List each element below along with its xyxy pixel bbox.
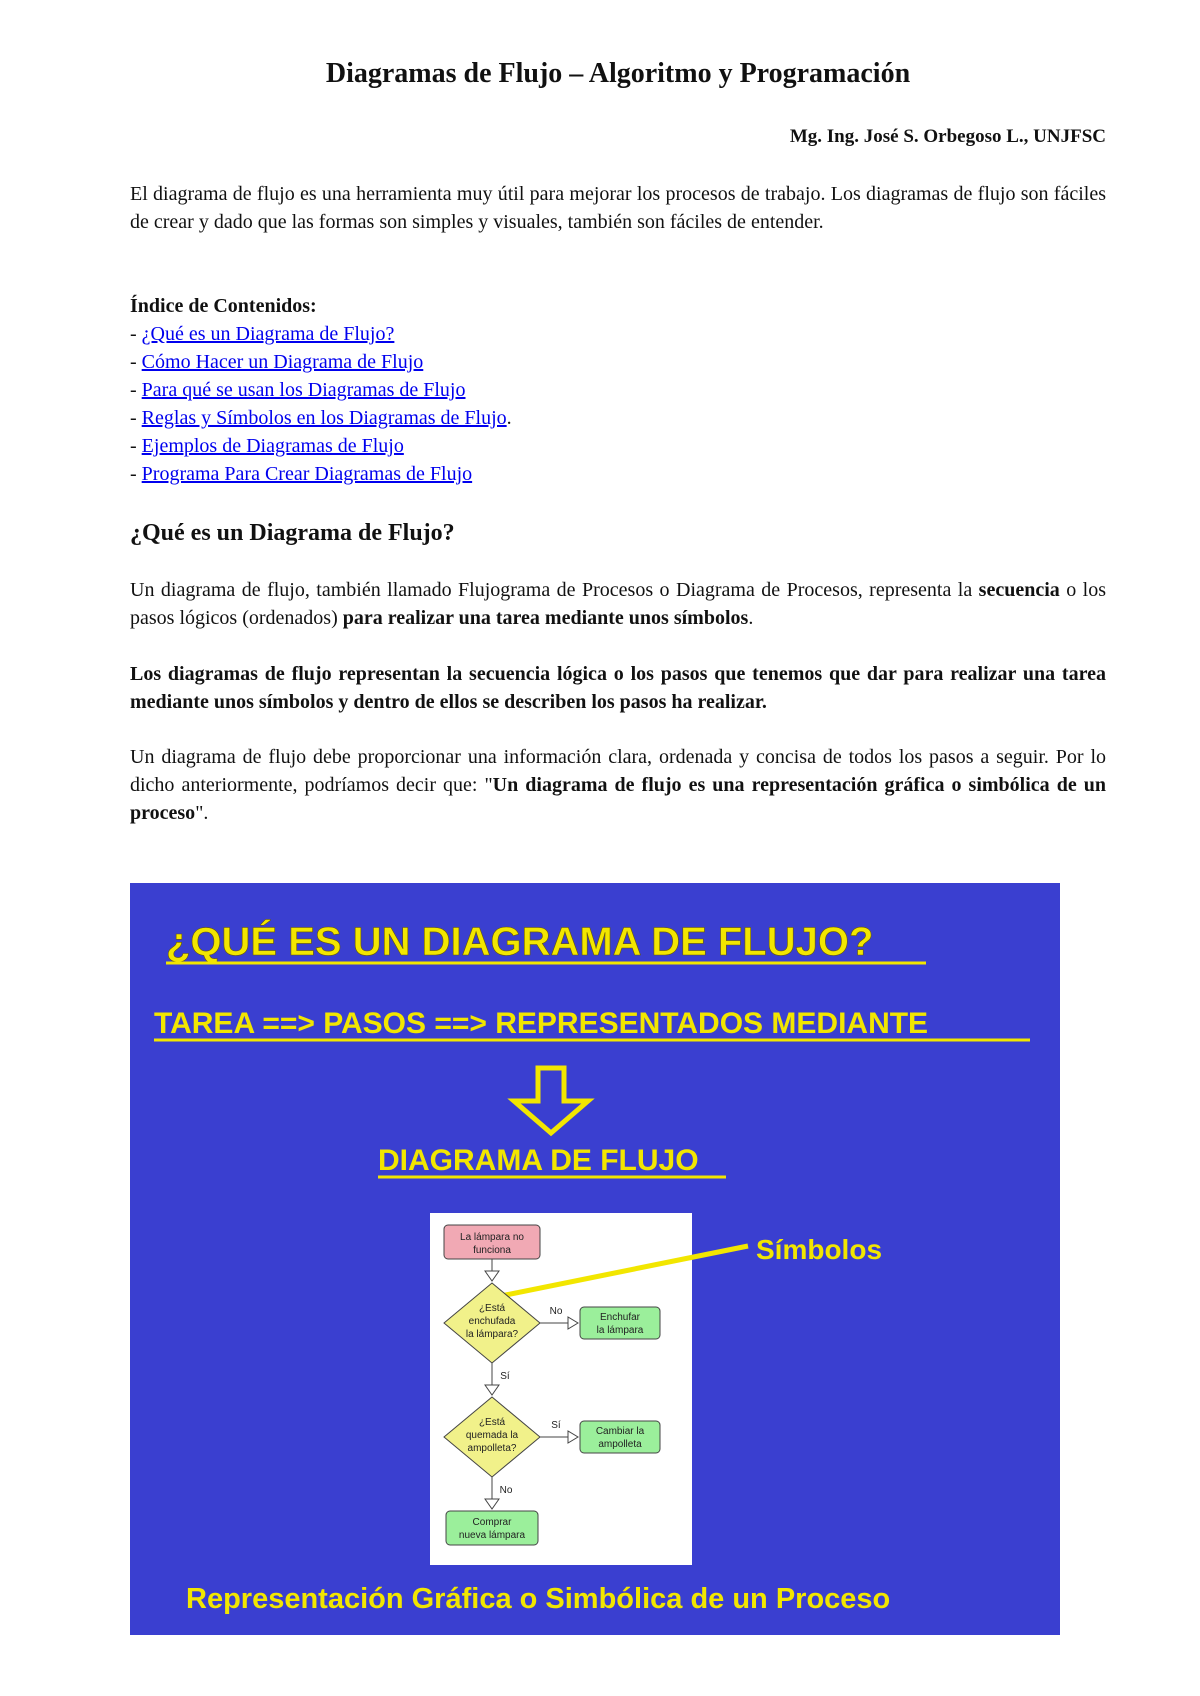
decision-label: ¿Está xyxy=(478,1303,506,1314)
summary-paragraph: Un diagrama de flujo debe proporcionar una información clara, ordenada y concisa de todos los pasos a seguir. Por lo dicho anteriormente, podríamos decir que: "Un diagrama de flujo es una representación gráfica o simbólica de un proceso". xyxy=(130,746,1106,824)
figure-footer: Representación Gráfica o Simbólica de un Proceso xyxy=(186,1583,891,1615)
toc-link-para-que[interactable]: Para qué se usan los Diagramas de Flujo xyxy=(141,379,466,401)
flowchart-figure xyxy=(130,883,1060,1635)
toc-link-que-es[interactable]: ¿Qué es un Diagrama de Flujo? xyxy=(141,323,395,345)
toc-item: - Ejemplos de Diagramas de Flujo xyxy=(130,435,404,457)
toc-link-como-hacer[interactable]: Cómo Hacer un Diagrama de Flujo xyxy=(141,351,424,373)
toc-link-reglas-simbolos[interactable]: Reglas y Símbolos en los Diagramas de Flujo xyxy=(141,407,507,429)
toc-item: - Cómo Hacer un Diagrama de Flujo xyxy=(130,351,424,373)
action-box-label: Cambiar la xyxy=(595,1426,645,1437)
start-box-label: funciona xyxy=(473,1245,511,1256)
toc-link-ejemplos[interactable]: Ejemplos de Diagramas de Flujo xyxy=(141,435,404,457)
toc-item: - ¿Qué es un Diagrama de Flujo? xyxy=(130,323,395,345)
symbols-label: Símbolos xyxy=(756,1234,883,1265)
decision-label: quemada la xyxy=(465,1430,519,1441)
action-box-label: la lámpara xyxy=(596,1325,644,1336)
start-box-label: La lámpara no xyxy=(460,1232,524,1243)
decision-label: ampolleta? xyxy=(467,1443,517,1454)
branch-label-si: Sí xyxy=(500,1371,510,1382)
figure-line3: DIAGRAMA DE FLUJO xyxy=(378,1144,699,1177)
branch-label-no: No xyxy=(499,1485,513,1496)
branch-label-no: No xyxy=(549,1306,563,1317)
table-of-contents xyxy=(130,292,1106,488)
action-box-label: Enchufar xyxy=(599,1312,641,1323)
toc-item: - Programa Para Crear Diagramas de Flujo xyxy=(130,463,473,485)
end-box-label: Comprar xyxy=(472,1517,512,1528)
decision-label: la lámpara? xyxy=(465,1329,519,1340)
figure-heading: ¿QUÉ ES UN DIAGRAMA DE FLUJO? xyxy=(166,920,874,964)
action-box-label: ampolleta xyxy=(598,1439,642,1450)
decision-label: enchufada xyxy=(468,1316,516,1327)
section-heading: ¿Qué es un Diagrama de Flujo? xyxy=(130,520,455,546)
toc-link-programa[interactable]: Programa Para Crear Diagramas de Flujo xyxy=(141,463,473,485)
toc-title: Índice de Contenidos: xyxy=(130,295,317,317)
toc-item: - Para qué se usan los Diagramas de Flujo xyxy=(130,379,466,401)
author-line: Mg. Ing. José S. Orbegoso L., UNJFSC xyxy=(789,126,1106,147)
end-box-label: nueva lámpara xyxy=(458,1530,526,1541)
intro-paragraph: El diagrama de flujo es una herramienta muy útil para mejorar los procesos de trabajo. Los diagramas de flujo son fáciles de crear y dado que las formas son simples y visuales, también son fáciles de entender. xyxy=(130,183,1106,233)
decision-label: ¿Está xyxy=(478,1417,506,1428)
figure-line2: TAREA ==> PASOS ==> REPRESENTADOS MEDIANTE xyxy=(154,1007,929,1040)
down-arrow-icon xyxy=(514,1068,588,1133)
toc-item: - Reglas y Símbolos en los Diagramas de Flujo. xyxy=(130,407,512,429)
branch-label-si: Sí xyxy=(551,1420,561,1431)
page-title: Diagramas de Flujo – Algoritmo y Programación xyxy=(325,58,911,89)
definition-paragraph: Un diagrama de flujo, también llamado Flujograma de Procesos o Diagrama de Procesos, representa la secuencia o los pasos lógicos (ordenados) para realizar una tarea mediante unos símbolos. xyxy=(130,579,1106,629)
bold-paragraph: Los diagramas de flujo representan la secuencia lógica o los pasos que tenemos que dar para realizar una tarea mediante unos símbolos y dentro de ellos se describen los pasos ha realizar. xyxy=(130,663,1106,713)
